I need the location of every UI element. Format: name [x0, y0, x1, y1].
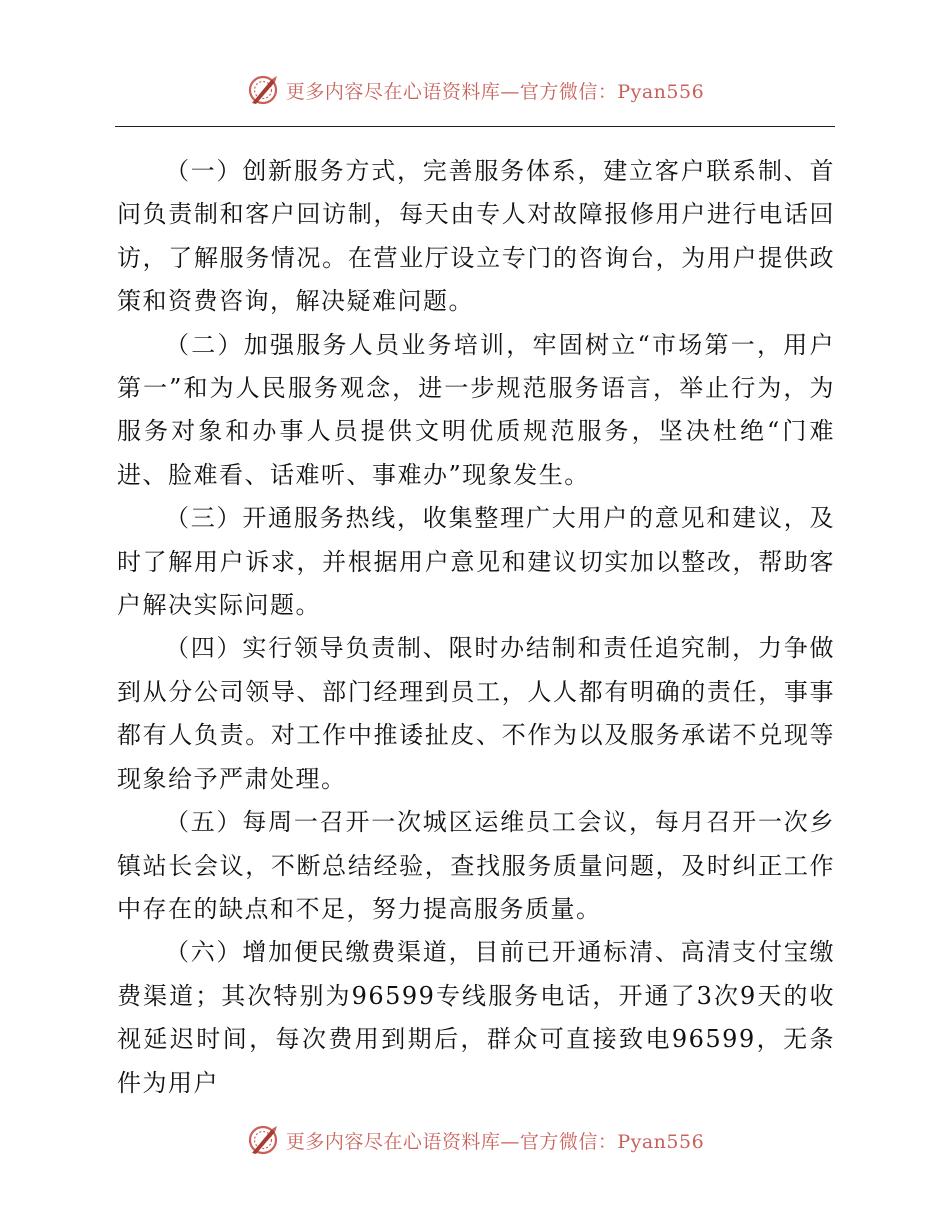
paragraph-6: （六）增加便民缴费渠道，目前已开通标清、高清支付宝缴费渠道；其次特别为96599专线服务电话，开通了3次9天的收视延迟时间，每次费用到期后，群众可直接致电96599，无条件为用户	[117, 938, 835, 1097]
quill-seal-icon	[246, 73, 280, 107]
paragraph-4: （四）实行领导负责制、限时办结制和责任追究制，力争做到从分公司领导、部门经理到员工，人人都有明确的责任，事事都有人负责。对工作中推诿扯皮、不作为以及服务承诺不兑现等现象给予严肃处理。	[117, 634, 835, 793]
paragraph-2: （二）加强服务人员业务培训，牢固树立“市场第一，用户第一”和为人民服务观念，进一步规范服务语言，举止行为，为服务对象和办事人员提供文明优质规范服务，坚决杜绝“门难进、脸难看、话难听、事难办”现象发生。	[117, 330, 835, 489]
paragraph-3: （三）开通服务热线，收集整理广大用户的意见和建议，及时了解用户诉求，并根据用户意见和建议切实加以整改，帮助客户解决实际问题。	[117, 504, 835, 620]
quill-seal-icon	[246, 1123, 280, 1157]
footer-banner	[0, 1120, 950, 1160]
document-body	[117, 150, 835, 1105]
paragraph-5: （五）每周一召开一次城区运维员工会议，每月召开一次乡镇站长会议，不断总结经验，查找服务质量问题，及时纠正工作中存在的缺点和不足，努力提高服务质量。	[117, 808, 835, 923]
header-banner-text: 更多内容尽在心语资料库—官方微信：Pyan556	[285, 80, 705, 103]
header-divider	[115, 126, 835, 127]
footer-banner-text: 更多内容尽在心语资料库—官方微信：Pyan556	[285, 1130, 705, 1153]
paragraph-1: （一）创新服务方式，完善服务体系，建立客户联系制、首问负责制和客户回访制，每天由专人对故障报修用户进行电话回访，了解服务情况。在营业厅设立专门的咨询台，为用户提供政策和资费咨询，解决疑难问题。	[117, 157, 835, 316]
header-banner	[0, 70, 950, 110]
